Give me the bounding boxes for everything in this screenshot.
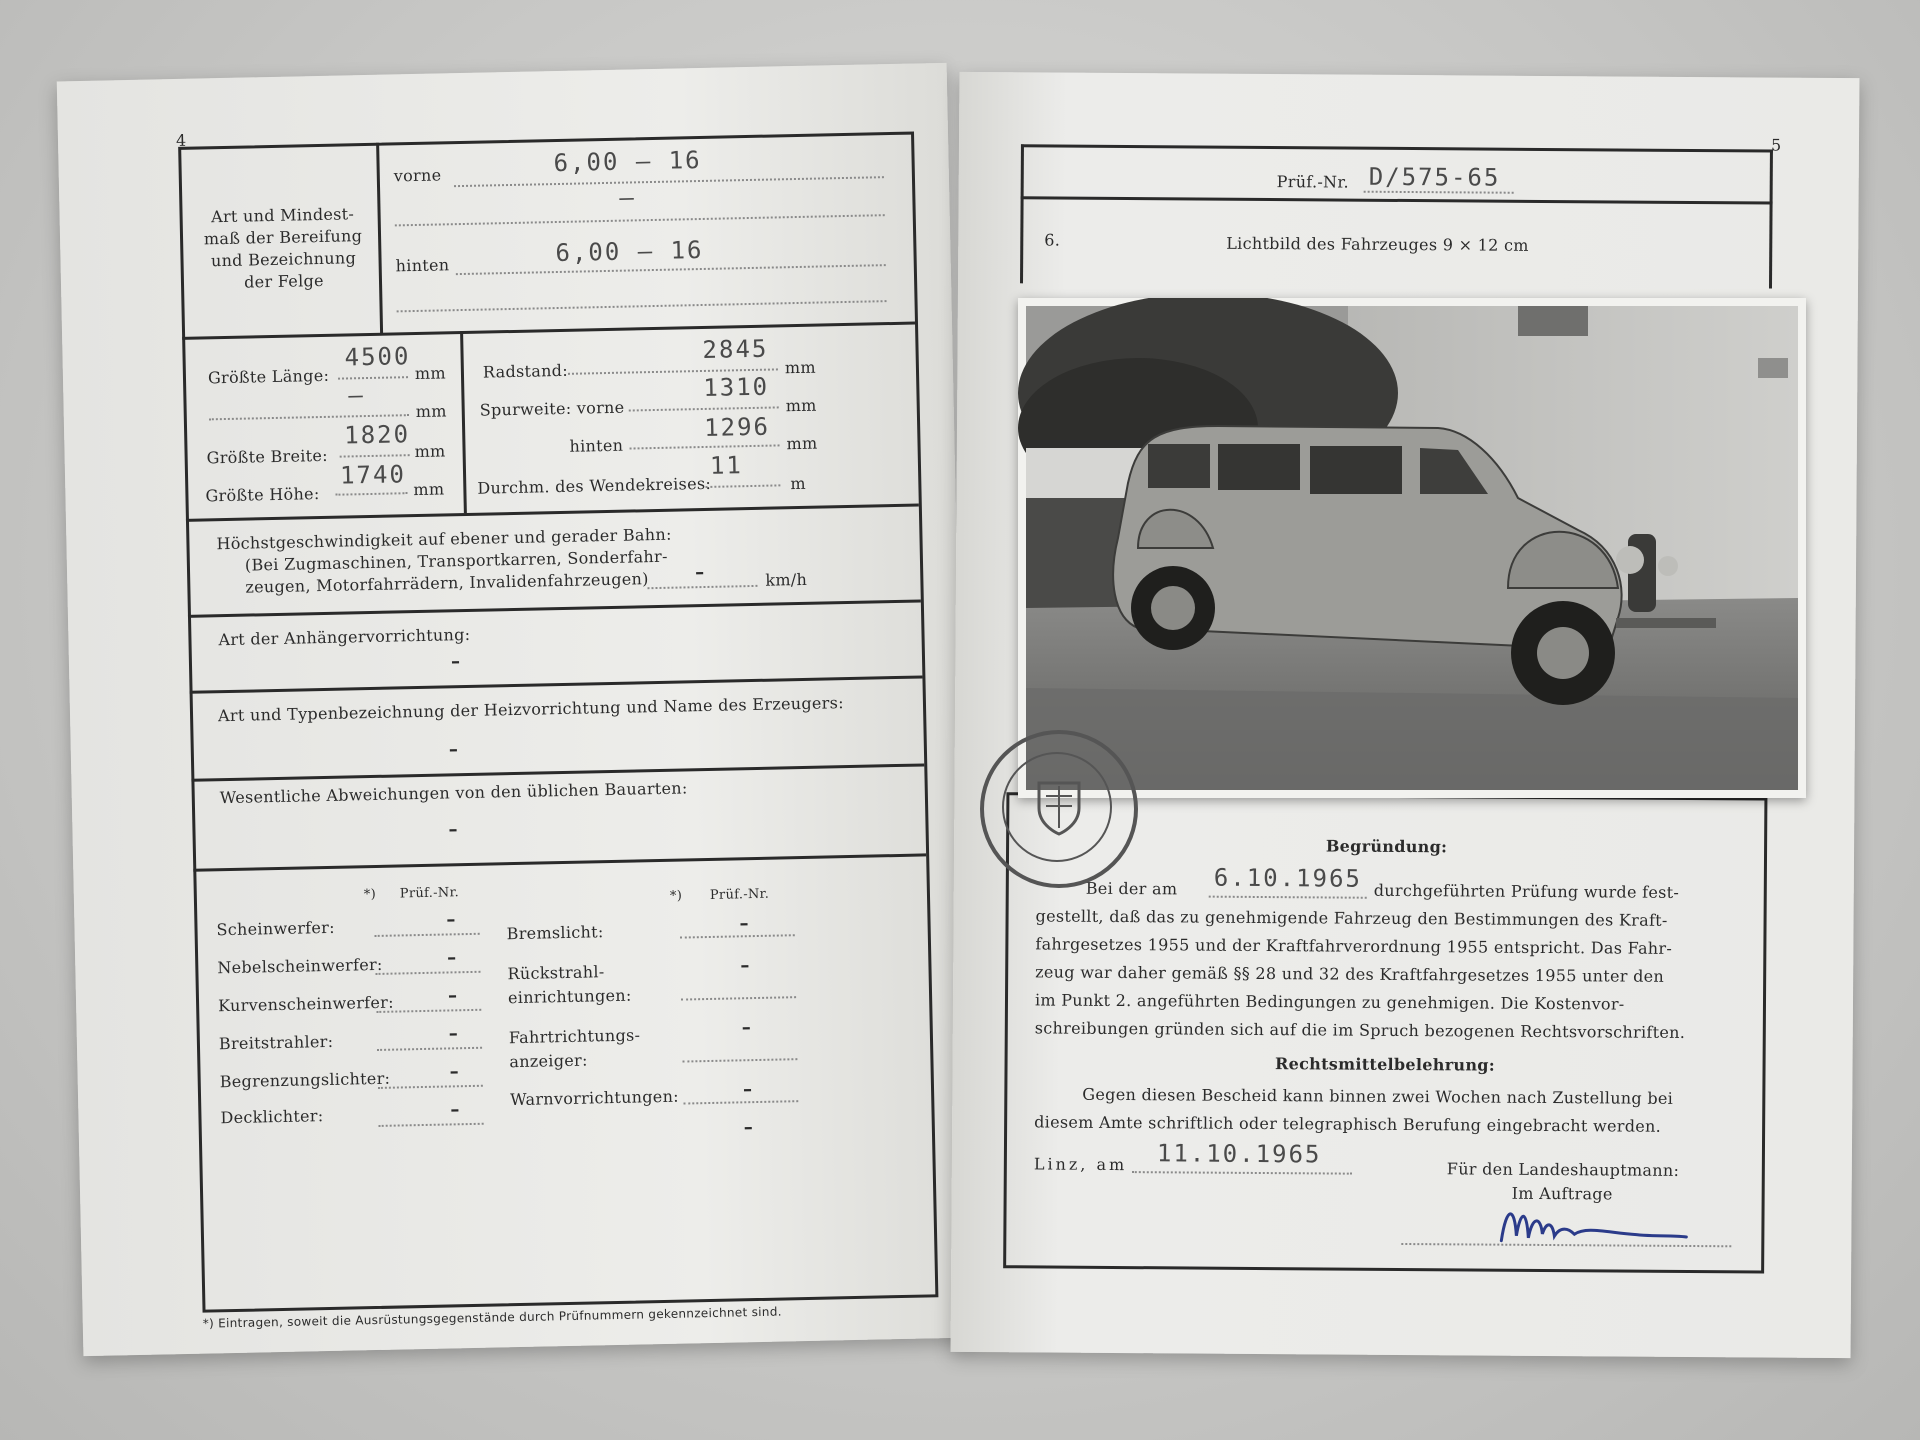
turning-value: 11 <box>709 451 744 480</box>
vehicle-photo <box>1018 298 1806 798</box>
justification-line-2: fahrgesetzes 1955 und der Kraftfahrverordnung 1955 entspricht. Das Fahr- <box>1035 934 1673 958</box>
equipment-item-clearance-lights: Begrenzungslichter: <box>219 1068 391 1092</box>
appeal-line-1: Gegen diesen Bescheid kann binnen zwei Wochen nach Zustellung bei <box>1082 1084 1674 1108</box>
track-rear-unit: mm <box>786 433 818 454</box>
inspection-date: 6.10.1965 <box>1213 863 1363 893</box>
equipment-pruef-header-left: Prüf.-Nr. <box>399 885 460 902</box>
equipment-item-headlights: Scheinwerfer: <box>216 917 335 940</box>
track-rear-label: hinten <box>569 435 624 456</box>
trailer-label: Art der Anhängervorrichtung: <box>218 624 471 650</box>
width-label: Größte Breite: <box>206 445 329 468</box>
appeal-title: Rechtsmittelbelehrung: <box>1275 1054 1496 1075</box>
equipment-value-3: – <box>447 985 458 1007</box>
trailer-value: – <box>450 651 461 673</box>
height-unit: mm <box>413 479 445 500</box>
equipment-value-r5: – <box>743 1117 754 1139</box>
equipment-item-wide-beam: Breitstrahler: <box>218 1031 334 1054</box>
justification-line-3: zeug war daher gemäß §§ 28 und 32 des Kraftfahrgesetzes 1955 unter den <box>1035 962 1665 986</box>
track-front-unit: mm <box>785 395 817 416</box>
equipment-value-5: – <box>449 1061 459 1083</box>
track-front-value: 1310 <box>703 372 770 402</box>
justification-line-1: gestellt, daß das zu genehmigende Fahrzeug den Bestimmungen des Kraft- <box>1035 906 1668 930</box>
equipment-item-brake-light: Bremslicht: <box>506 922 604 944</box>
equipment-value-r3: – <box>741 1017 751 1039</box>
turning-unit: m <box>790 473 807 494</box>
length-value: 4500 <box>344 342 411 372</box>
equipment-value-6: – <box>450 1099 460 1121</box>
equipment-item-reflectors: Rückstrahl- einrichtungen: <box>507 962 632 1008</box>
length-unit: mm <box>414 363 447 384</box>
tires-front-label: vorne <box>393 165 442 186</box>
equipment-item-fog-lights: Nebelscheinwerfer: <box>217 954 383 978</box>
tires-rear-label: hinten <box>395 255 450 276</box>
equipment-star-left: *) <box>363 886 377 903</box>
track-rear-value: 1296 <box>703 412 771 442</box>
speed-label-2: (Bei Zugmaschinen, Transportkarren, Sonderfahr- <box>244 546 668 575</box>
equipment-star-right: *) <box>669 888 683 904</box>
car-photo-image <box>1018 298 1806 798</box>
issue-date: 11.10.1965 <box>1156 1139 1322 1169</box>
width-unit: mm <box>414 441 446 462</box>
signer-sub: Im Auftrage <box>1511 1183 1613 1204</box>
left-page <box>57 63 974 1356</box>
height-value: 1740 <box>339 460 407 490</box>
equipment-item-cover-lights: Decklichter: <box>220 1106 324 1128</box>
length-value-2: – <box>348 381 366 410</box>
width-value: 1820 <box>343 420 411 450</box>
signer-label: Für den Landeshauptmann: <box>1446 1159 1680 1180</box>
tires-label: Art und Mindest- maß der Bereifung und Bezeichnung der Felge <box>203 204 363 292</box>
deviations-label: Wesentliche Abweichungen von den üblichen Bauarten: <box>219 778 688 808</box>
place-label: Linz, am <box>1033 1154 1128 1175</box>
equipment-value-2: – <box>446 947 457 969</box>
speed-unit: km/h <box>765 569 808 590</box>
tires-front-value-2: – <box>619 183 637 212</box>
coat-of-arms-icon <box>1034 778 1084 838</box>
tires-rear-value: 6,00 – 16 <box>555 235 704 268</box>
justification-line-5: schreibungen gründen sich auf die im Spruch bezogenen Rechtsvorschriften. <box>1034 1018 1686 1042</box>
heating-value: – <box>448 739 459 761</box>
photo-caption: Lichtbild des Fahrzeuges 9 × 12 cm <box>1226 233 1529 255</box>
equipment-value-1: – <box>446 909 456 931</box>
pruef-value: D/575-65 <box>1368 162 1501 192</box>
equipment-value-r1: – <box>739 913 749 935</box>
pruef-label: Prüf.-Nr. <box>1276 172 1350 192</box>
tires-front-value: 6,00 – 16 <box>553 145 702 178</box>
footnote: *) Eintragen, soweit die Ausrüstungsgegenstände durch Prüfnummern gekennzeichnet sind. <box>202 1304 782 1331</box>
heating-label: Art und Typenbezeichnung der Heizvorrichtung und Name des Erzeugers: <box>217 693 844 726</box>
speed-value: – <box>694 562 705 584</box>
speed-label-1: Höchstgeschwindigkeit auf ebener und gerader Bahn: <box>216 524 672 554</box>
appeal-line-2: diesem Amte schriftlich oder telegraphisch Berufung eingebracht werden. <box>1034 1112 1662 1136</box>
equipment-item-indicators: Fahrtrichtungs- anzeiger: <box>508 1025 641 1072</box>
equipment-value-r2: – <box>740 955 750 977</box>
deviations-value: – <box>448 819 458 841</box>
page-number-left: 4 <box>175 130 187 150</box>
section-number: 6. <box>1044 230 1061 250</box>
wheelbase-unit: mm <box>784 357 817 378</box>
equipment-value-4: – <box>448 1023 458 1045</box>
page-number-right: 5 <box>1770 135 1782 155</box>
signature <box>1496 1196 1696 1257</box>
equipment-value-r4: – <box>742 1079 753 1101</box>
justification-line-4: im Punkt 2. angeführten Bedingungen zu genehmigen. Die Kostenvor- <box>1034 990 1625 1014</box>
justification-pre: Bei der am <box>1085 878 1178 899</box>
equipment-item-cornering-lights: Kurvenscheinwerfer: <box>217 992 394 1016</box>
length-2-unit: mm <box>415 401 447 422</box>
wheelbase-label: Radstand: <box>482 360 569 382</box>
speed-label-3: zeugen, Motorfahrrädern, Invalidenfahrzeugen) <box>245 569 649 597</box>
equipment-pruef-header-right: Prüf.-Nr. <box>709 886 770 903</box>
equipment-item-warning-devices: Warnvorrichtungen: <box>509 1086 680 1110</box>
wheelbase-value: 2845 <box>702 334 769 364</box>
justification-post: durchgeführten Prüfung wurde fest- <box>1373 880 1680 902</box>
justification-title: Begründung: <box>1325 836 1448 857</box>
length-label: Größte Länge: <box>207 365 330 388</box>
height-label: Größte Höhe: <box>205 484 320 506</box>
turning-label: Durchm. des Wendekreises: <box>477 473 712 498</box>
track-front-label: Spurweite: vorne <box>479 397 625 420</box>
official-stamp <box>980 730 1138 888</box>
